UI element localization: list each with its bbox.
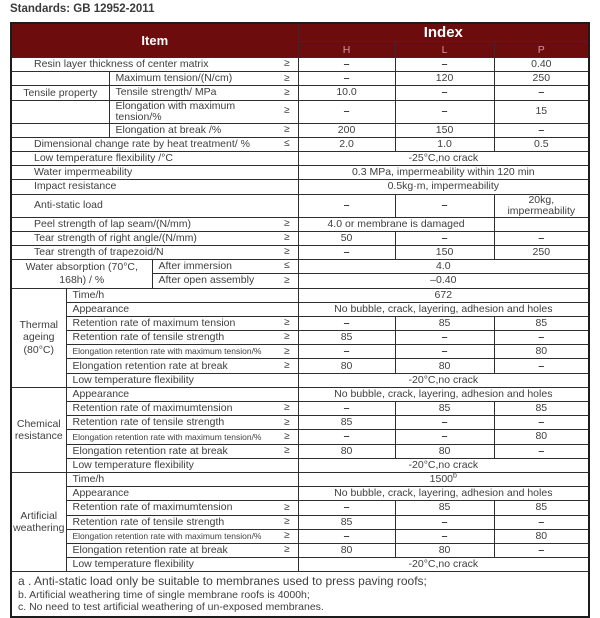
value-cell: – <box>494 331 589 345</box>
item-label: Low temperature flexibility <box>72 458 194 471</box>
value-cell: – <box>298 100 395 123</box>
table-row <box>11 487 589 501</box>
table-row <box>11 231 589 245</box>
comparison-symbol: ≥ <box>284 232 290 244</box>
group-label-cell <box>11 72 109 86</box>
value-cell: – <box>298 529 395 543</box>
value-cell: 80 <box>395 359 494 373</box>
value-cell: – <box>298 316 395 330</box>
table-row <box>11 472 589 486</box>
item-label: Elongation retention rate at break <box>72 543 228 556</box>
item-label: Impact resistance <box>34 180 117 193</box>
group-label-cell: Thermal ageing (80°C) <box>11 288 66 387</box>
group-label-cell: Tensile property <box>11 86 109 100</box>
table-row <box>11 86 589 100</box>
table-row <box>11 302 589 316</box>
item-cell <box>66 444 298 458</box>
value-cell: -20°C,no crack <box>298 558 589 572</box>
group-label-cell <box>11 100 109 123</box>
item-cell <box>11 151 298 165</box>
table-row <box>11 331 589 345</box>
item-cell <box>11 137 298 151</box>
group-label-cell: Artificial weathering <box>11 472 66 571</box>
comparison-symbol: ≤ <box>284 138 290 150</box>
item-cell <box>66 543 298 557</box>
value-cell: – <box>298 501 395 515</box>
item-cell <box>66 416 298 430</box>
table-header <box>11 23 589 58</box>
value-cell: – <box>298 58 395 72</box>
footnote-b: b. Artificial weathering time of single membrane roofs is 4000h; <box>18 588 310 601</box>
item-label: Water impermeability <box>34 166 133 179</box>
value-cell: 85 <box>395 501 494 515</box>
comparison-symbol: ≥ <box>284 416 290 428</box>
comparison-symbol: ≥ <box>284 544 290 556</box>
value-cell: –0.40 <box>298 274 589 288</box>
value-cell: 85 <box>395 402 494 416</box>
value-cell: – <box>395 86 494 100</box>
item-label: Elongation at break /% <box>115 123 222 136</box>
table-row <box>11 416 589 430</box>
value-cell: – <box>298 402 395 416</box>
comparison-symbol: ≥ <box>284 246 290 258</box>
table-row <box>11 501 589 515</box>
value-cell: – <box>494 359 589 373</box>
item-label: Elongation retention rate with maximum tension/% <box>72 530 262 541</box>
table-row <box>11 430 589 444</box>
value-cell: 85 <box>298 416 395 430</box>
value-cell: -20°C,no crack <box>298 373 589 387</box>
table-row <box>11 515 589 529</box>
value-cell: – <box>395 515 494 529</box>
value-cell: – <box>494 231 589 245</box>
item-cell <box>66 359 298 373</box>
table-row <box>11 72 589 86</box>
table-row <box>11 529 589 543</box>
comparison-symbol: ≥ <box>284 58 290 70</box>
table-row <box>11 180 589 194</box>
item-label: Appearance <box>72 387 130 400</box>
value-cell: 250 <box>494 72 589 86</box>
value-cell: 50 <box>298 231 395 245</box>
table-row <box>11 458 589 472</box>
value-cell: No bubble, crack, layering, adhesion and holes <box>298 302 589 316</box>
comparison-symbol: ≥ <box>284 86 290 98</box>
comparison-symbol: ≥ <box>284 105 290 117</box>
item-label: Low temperature flexibility <box>72 558 194 571</box>
value-cell: 0.40 <box>494 58 589 72</box>
value-cell: 2.0 <box>298 137 395 151</box>
value-cell: 85 <box>395 316 494 330</box>
comparison-symbol: ≥ <box>284 72 290 84</box>
table-row <box>11 166 589 180</box>
value-cell: – <box>395 100 494 123</box>
value-cell: – <box>298 430 395 444</box>
table-row <box>11 316 589 330</box>
value-cell: No bubble, crack, layering, adhesion and holes <box>298 387 589 401</box>
item-cell <box>109 123 298 137</box>
table-row <box>11 543 589 557</box>
item-label: Resin layer thickness of center matrix <box>34 58 209 71</box>
item-cell <box>109 86 298 100</box>
item-cell <box>11 180 298 194</box>
item-label: Appearance <box>72 302 130 315</box>
item-label: Elongation retention rate with maximum tension/% <box>72 431 262 442</box>
item-cell <box>66 558 298 572</box>
value-cell: 85 <box>494 316 589 330</box>
value-cell: – <box>494 444 589 458</box>
table-row <box>11 123 589 137</box>
item-label: Retention rate of maximumtension <box>72 501 233 514</box>
value-cell: – <box>298 245 395 259</box>
item-label: Retention rate of tensile strength <box>72 416 225 429</box>
comparison-symbol: ≥ <box>284 274 290 286</box>
value-cell: 85 <box>298 331 395 345</box>
table-footnotes <box>11 572 589 618</box>
group-label-cell <box>11 123 109 137</box>
value-cell: – <box>395 416 494 430</box>
value-cell: – <box>298 345 395 359</box>
comparison-symbol: ≥ <box>284 331 290 343</box>
item-cell <box>66 302 298 316</box>
table-row <box>11 444 589 458</box>
value-cell: – <box>395 529 494 543</box>
spec-table-body <box>11 58 589 572</box>
value-cell: 80 <box>494 529 589 543</box>
footnotes-cell <box>11 572 589 618</box>
item-cell <box>66 430 298 444</box>
value-cell: 85 <box>494 402 589 416</box>
footnote-a: a . Anti-static load only be suitable to membranes used to press paving roofs; <box>18 573 427 588</box>
value-cell: 85 <box>494 501 589 515</box>
value-cell: -20°C,no crack <box>298 458 589 472</box>
value-cell: – <box>395 58 494 72</box>
comparison-symbol: ≥ <box>284 430 290 442</box>
item-label: Low temperature flexibility <box>72 373 194 386</box>
item-label: Elongation retention rate at break <box>72 359 228 372</box>
value-cell: – <box>298 72 395 86</box>
item-cell <box>66 345 298 359</box>
item-cell <box>11 194 298 217</box>
item-label: Elongation with maximum tension/% <box>115 99 236 123</box>
item-label: Anti-static load <box>34 199 103 212</box>
item-label: Tensile strength/ MPa <box>115 86 217 99</box>
value-cell: 0.5kg·m, impermeability <box>298 180 589 194</box>
value-cell: 1.0 <box>395 137 494 151</box>
table-row <box>11 402 589 416</box>
column-header-l: L <box>395 42 494 58</box>
value-cell: 200 <box>298 123 395 137</box>
comparison-symbol: ≥ <box>284 530 290 542</box>
value-cell: 80 <box>395 444 494 458</box>
group-label-cell: Chemical resistance <box>11 387 66 472</box>
table-row <box>11 58 589 72</box>
table-row <box>11 345 589 359</box>
item-cell <box>66 515 298 529</box>
table-row <box>11 245 589 259</box>
comparison-symbol: ≥ <box>284 501 290 513</box>
table-row <box>11 288 589 302</box>
value-cell: 0.3 MPa, impermeability within 120 min <box>298 166 589 180</box>
table-row <box>11 151 589 165</box>
value-cell: 20kg, impermeability <box>494 194 589 217</box>
item-label: After immersion <box>158 260 233 273</box>
comparison-symbol: ≤ <box>284 260 290 272</box>
value-cell: – <box>395 194 494 217</box>
item-cell <box>66 458 298 472</box>
item-cell <box>152 260 298 274</box>
item-cell <box>109 100 298 123</box>
value-cell: 85 <box>298 515 395 529</box>
value-cell: – <box>494 86 589 100</box>
value-cell: 150 <box>395 123 494 137</box>
value-cell: 250 <box>494 245 589 259</box>
item-cell <box>66 387 298 401</box>
table-row <box>11 387 589 401</box>
value-cell: 80 <box>395 543 494 557</box>
item-label: Retention rate of tensile strength <box>72 515 225 528</box>
item-label: Elongation retention rate at break <box>72 444 228 457</box>
value-cell: – <box>395 345 494 359</box>
item-cell <box>66 529 298 543</box>
value-cell: 1500$^b$ <box>298 472 589 486</box>
item-cell <box>66 373 298 387</box>
value-cell: 10.0 <box>298 86 395 100</box>
table-row <box>11 260 589 274</box>
value-cell: 672 <box>298 288 589 302</box>
table-row <box>11 137 589 151</box>
table-row <box>11 100 589 123</box>
item-label: Dimensional change rate by heat treatment/ % <box>34 137 250 150</box>
table-row <box>11 217 589 231</box>
item-label: Low temperature flexibility /°C <box>34 152 174 165</box>
value-cell: -25°C,no crack <box>298 151 589 165</box>
value-cell: – <box>395 331 494 345</box>
comparison-symbol: ≥ <box>284 515 290 527</box>
standards-title: Standards: GB 12952-2011 <box>10 3 155 15</box>
value-cell: 0.5 <box>494 137 589 151</box>
item-cell <box>11 217 298 231</box>
item-label: Retention rate of maximumtension <box>72 402 233 415</box>
item-cell <box>66 402 298 416</box>
value-cell: 120 <box>395 72 494 86</box>
table-row <box>11 558 589 572</box>
item-label: Appearance <box>72 487 130 500</box>
value-cell: 80 <box>298 543 395 557</box>
value-cell: 80 <box>494 345 589 359</box>
index-column-header: Index <box>298 23 589 42</box>
comparison-symbol: ≥ <box>284 123 290 135</box>
group-label-cell: Water absorption (70°C, 168h) / % <box>11 260 152 288</box>
item-cell <box>66 501 298 515</box>
spec-table <box>10 22 590 618</box>
value-cell: No bubble, crack, layering, adhesion and holes <box>298 487 589 501</box>
item-cell <box>11 58 298 72</box>
item-cell <box>11 245 298 259</box>
value-cell: – <box>494 123 589 137</box>
comparison-symbol: ≥ <box>284 359 290 371</box>
item-cell <box>109 72 298 86</box>
item-cell <box>66 288 298 302</box>
item-cell <box>66 472 298 486</box>
item-label: Peel strength of lap seam/(N/mm) <box>34 217 191 230</box>
item-label: Time/h <box>72 473 105 486</box>
item-cell <box>66 331 298 345</box>
comparison-symbol: ≥ <box>284 345 290 357</box>
item-label: After open assembly <box>158 274 255 287</box>
column-header-h: H <box>298 42 395 58</box>
item-label: Retention rate of maximum tension <box>72 316 236 329</box>
item-column-header: Item <box>11 23 298 58</box>
item-cell <box>11 166 298 180</box>
item-label: Maximum tension/(N/cm) <box>115 72 233 85</box>
item-cell <box>11 231 298 245</box>
value-cell: – <box>298 194 395 217</box>
value-cell: 80 <box>298 359 395 373</box>
value-cell: 80 <box>298 444 395 458</box>
item-label: Tear strength of trapezoid/N <box>34 246 164 259</box>
item-cell <box>66 487 298 501</box>
value-cell: – <box>494 543 589 557</box>
item-label: Retention rate of tensile strength <box>72 331 225 344</box>
footnote-c: c. No need to test artificial weathering of un-exposed membranes. <box>18 601 324 614</box>
item-label: Tear strength of right angle/(N/mm) <box>34 231 197 244</box>
value-cell <box>494 217 589 231</box>
value-cell: 4.0 or membrane is damaged <box>298 217 494 231</box>
table-row <box>11 194 589 217</box>
comparison-symbol: ≥ <box>284 444 290 456</box>
value-cell: – <box>494 416 589 430</box>
value-cell: 4.0 <box>298 260 589 274</box>
item-label: Elongation retention rate with maximum tension/% <box>72 346 262 357</box>
item-cell <box>152 274 298 288</box>
value-cell: 80 <box>494 430 589 444</box>
column-header-p: P <box>494 42 589 58</box>
item-cell <box>66 316 298 330</box>
comparison-symbol: ≥ <box>284 217 290 229</box>
value-cell: – <box>395 430 494 444</box>
comparison-symbol: ≥ <box>284 317 290 329</box>
comparison-symbol: ≥ <box>284 402 290 414</box>
table-row <box>11 359 589 373</box>
table-row <box>11 373 589 387</box>
value-cell: – <box>395 231 494 245</box>
value-cell: 15 <box>494 100 589 123</box>
value-cell: – <box>494 515 589 529</box>
item-label: Time/h <box>72 288 105 301</box>
value-cell: 150 <box>395 245 494 259</box>
